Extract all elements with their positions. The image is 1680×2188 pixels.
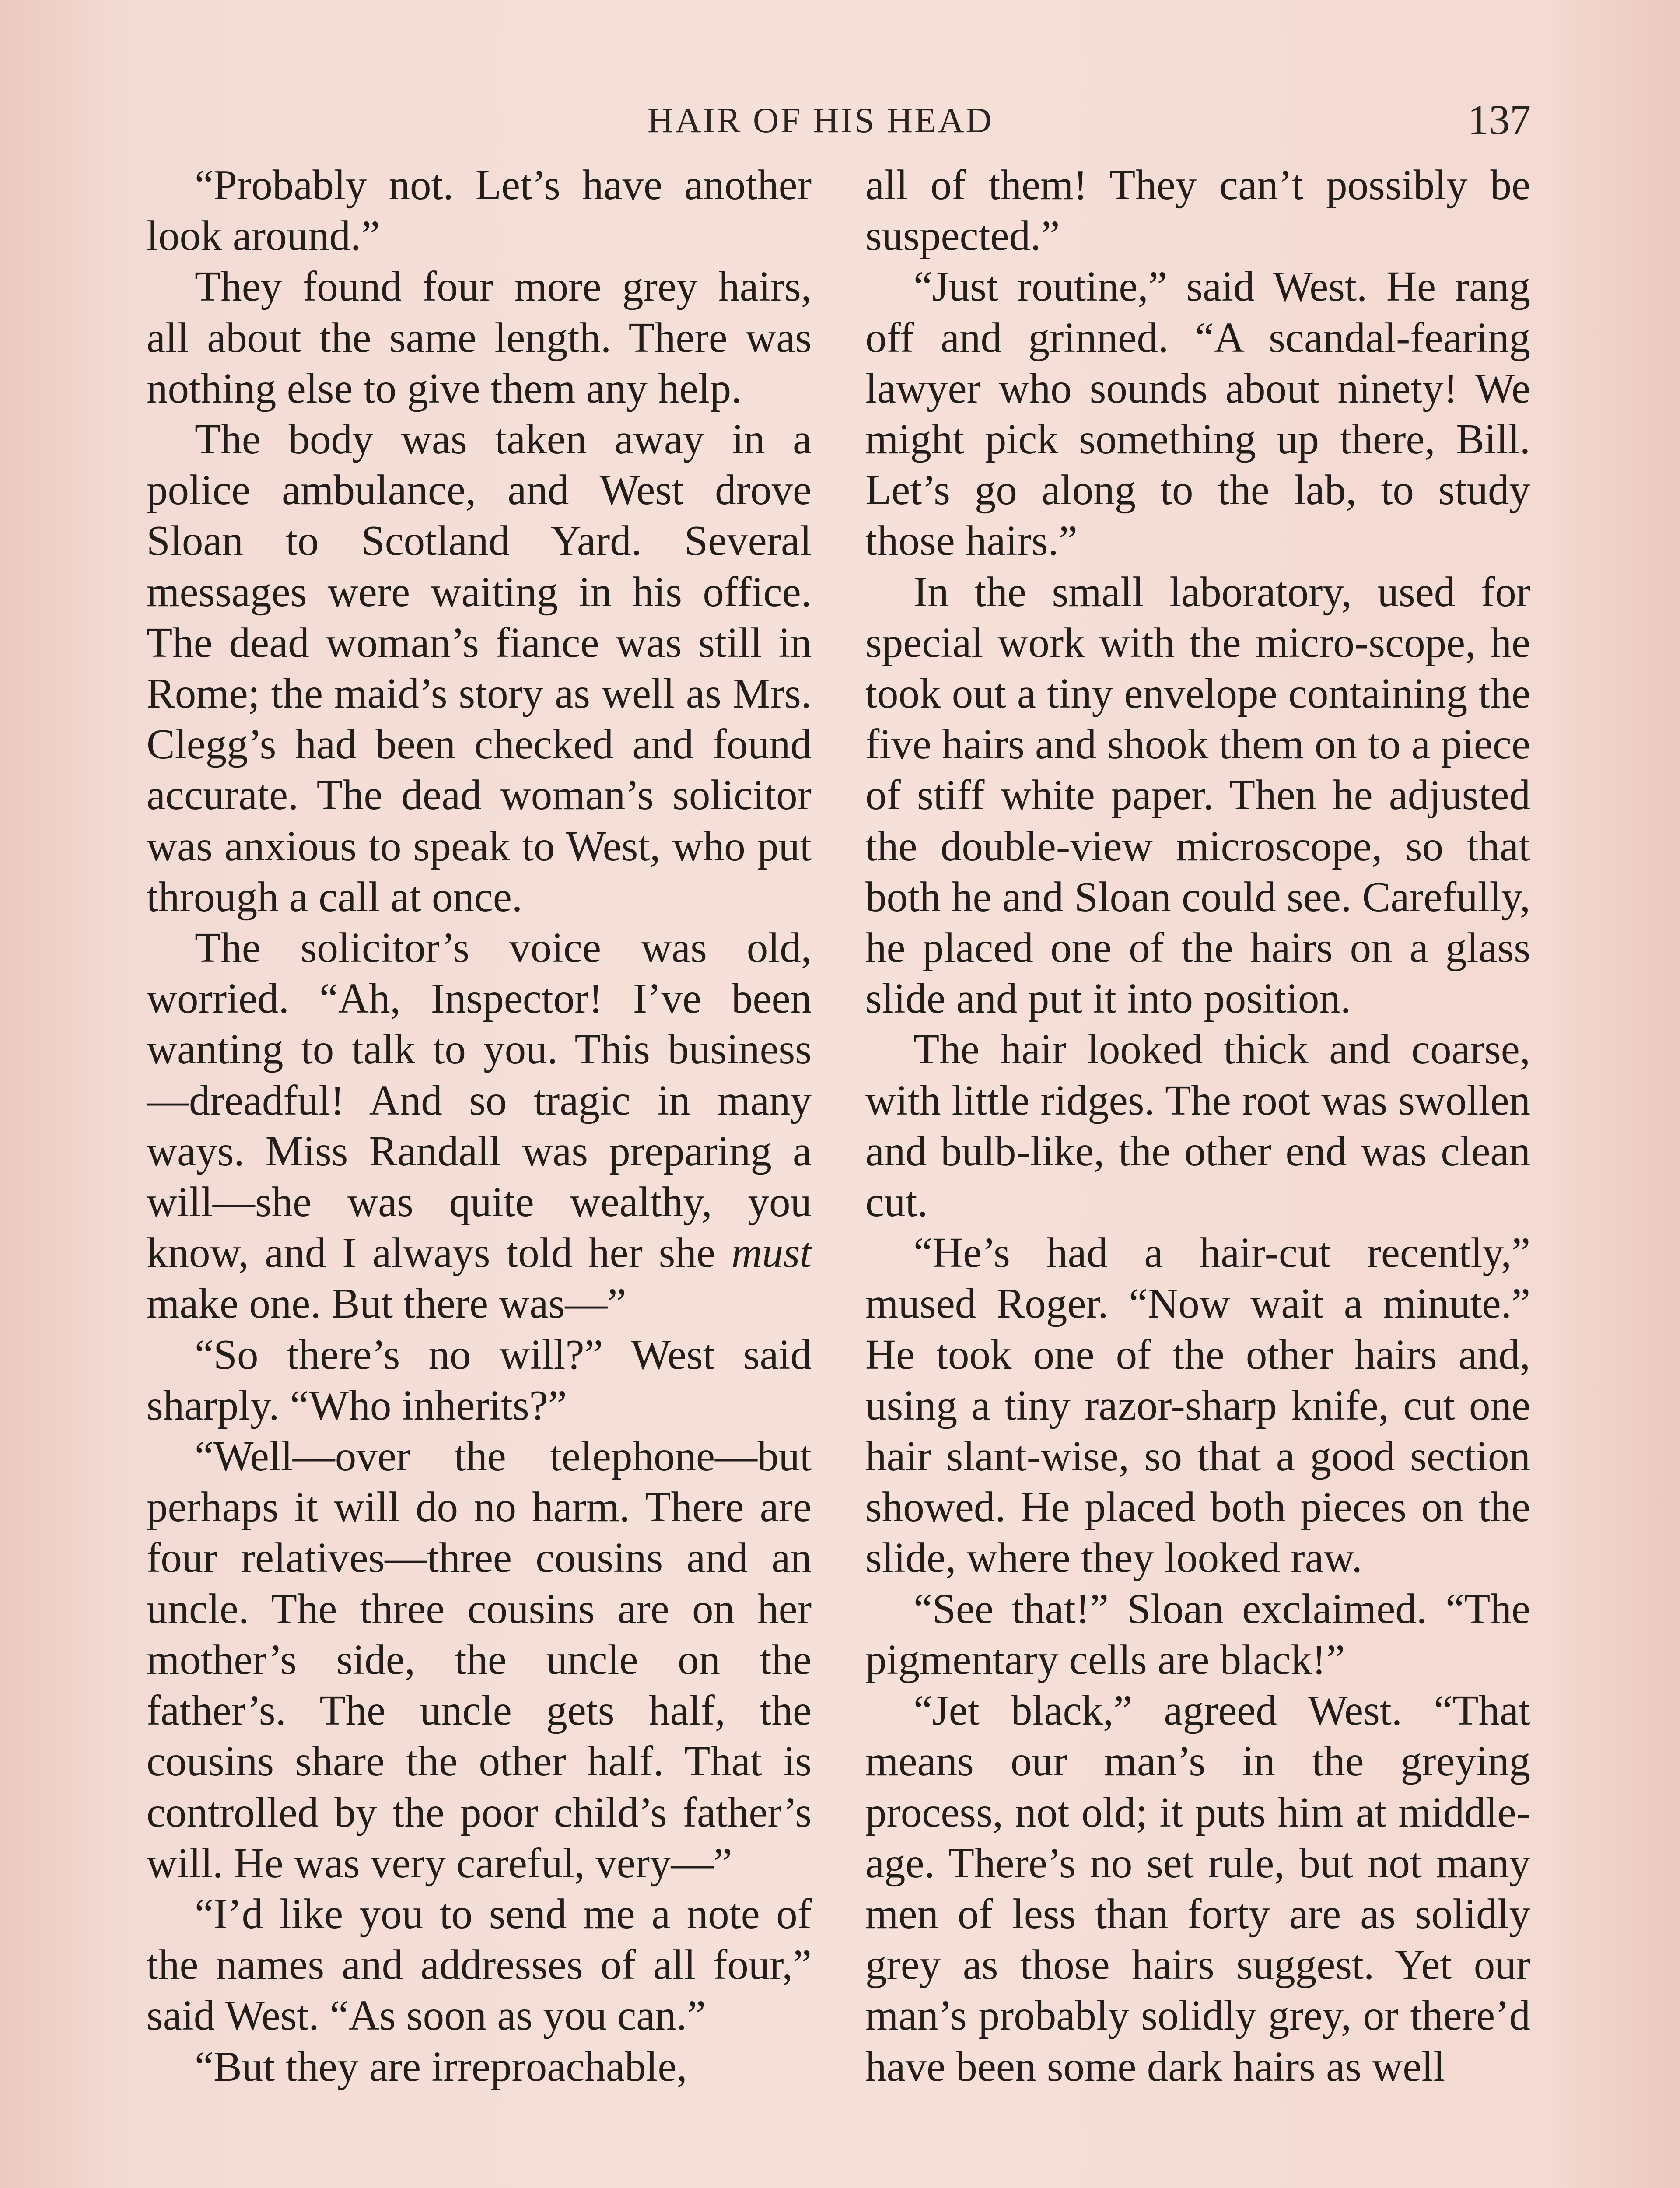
- paragraph: “Just routine,” said West. He rang off and grinned. “A scandal-fearing lawyer who sounds about ninety! We might pick something up there, Bill. Let’s go along to the lab, to study those hairs.”: [865, 263, 1530, 565]
- paragraph: “Jet black,” agreed West. “That means our man’s in the greying process, not old; it puts him at middle-age. There’s no set rule, but not many men of less than forty are as solidly grey as those hairs suggest. Yet our man’s probably solidly grey, or there’d have been some dark hairs as well: [865, 1687, 1530, 2090]
- paragraph: The body was taken away in a police ambulance, and West drove Sloan to Scotland Yard. Several messages were waiting in his office. The dead woman’s fiance was still in Rome; the maid’s story as well as Mrs. Clegg’s had been checked and found accurate. The dead woman’s solicitor was anxious to speak to West, who put through a call at once.: [147, 416, 812, 920]
- paragraph: all of them! They can’t possibly be suspected.”: [865, 161, 1530, 259]
- running-head: HAIR OF HIS HEAD: [648, 100, 994, 140]
- paragraph: They found four more grey hairs, all about the same length. There was nothing else to give them any help.: [147, 263, 812, 412]
- paragraph: “See that!” Sloan exclaimed. “The pigmentary cells are black!”: [865, 1585, 1530, 1683]
- paragraph: The solicitor’s voice was old, worried. “Ah, Inspector! I’ve been wanting to talk to you. This business—dreadful! And so tragic in many ways. Miss Randall was preparing a will—she was quite wealthy, you know, and I always told her she must make one. But there was—”: [147, 924, 812, 1327]
- paragraph: The hair looked thick and coarse, with little ridges. The root was swollen and bulb-like, the other end was clean cut.: [865, 1026, 1530, 1226]
- paragraph: “Probably not. Let’s have another look around.”: [147, 161, 812, 259]
- paragraph: “He’s had a hair-cut recently,” mused Roger. “Now wait a minute.” He took one of the other hairs and, using a tiny razor-sharp knife, cut one hair slant-wise, so that a good section showed. He placed both pieces on the slide, where they looked raw.: [865, 1229, 1530, 1581]
- paragraph: “Well—over the telephone—but perhaps it will do no harm. There are four relatives—three cousins and an uncle. The three cousins are on her mother’s side, the uncle on the father’s. The uncle gets half, the cousins share the other half. That is controlled by the poor child’s father’s will. He was very careful, very—”: [147, 1433, 812, 1886]
- page-number: 137: [1468, 96, 1531, 143]
- left-column: [147, 160, 812, 2188]
- paragraph: “I’d like you to send me a note of the names and addresses of all four,” said West. “As soon as you can.”: [147, 1890, 812, 2039]
- paragraph: In the small laboratory, used for special work with the micro-scope, he took out a tiny envelope containing the five hairs and shook them on to a piece of stiff white paper. Then he adjusted the double-view microscope, so that both he and Sloan could see. Carefully, he placed one of the hairs on a glass slide and put it into position.: [865, 568, 1530, 1022]
- paragraph: “But they are irreproachable,: [195, 2043, 687, 2090]
- right-column: [865, 160, 1530, 2188]
- paragraph: “So there’s no will?” West said sharply. “Who inherits?”: [147, 1331, 812, 1429]
